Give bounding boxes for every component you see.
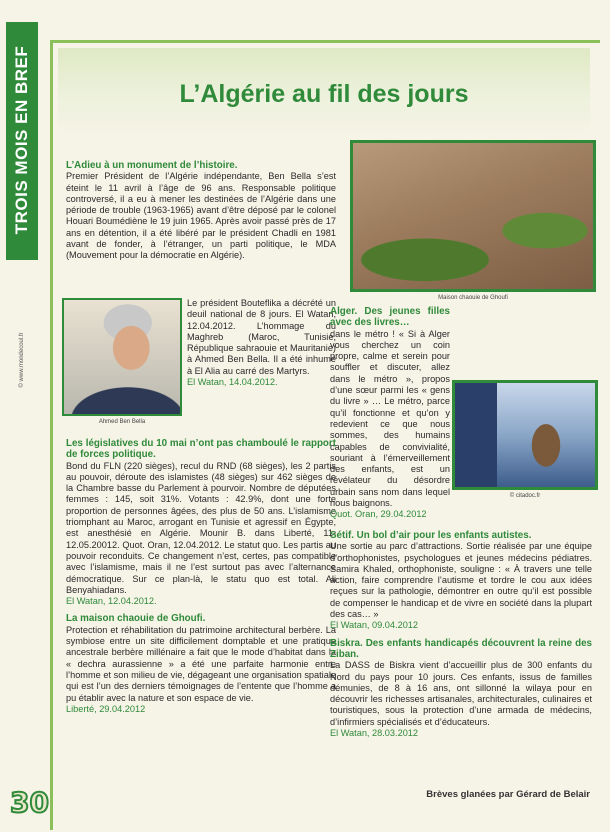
sidebar-title: TROIS MOIS EN BREF [12,45,31,235]
article-adieu-body2: Le président Bouteflika a décrété un deuil national de 8 jours. El Watan, 12.04.2012. L’hommage du Maghreb (Maroc, Tunisie, République sahraouie et Mauritanie) à Ahmed Ben Bella. Il a été inhumé à El Alia au carré des Martyrs. [187,298,336,376]
article-adieu-cont [187,298,336,388]
page-number: 30 [10,786,49,819]
article-biskra-head: Biskra. Des enfants handicapés découvrent la reine des Ziban. [330,637,592,660]
article-adieu-head: L’Adieu à un monument de l’histoire. [66,160,238,171]
ghoufi-caption: Maison chaouie de Ghoufi [438,295,508,301]
article-legislatives-source: El Watan, 12.04.2012. [66,596,157,607]
page-title: L’Algérie au fil des jours [179,80,469,108]
article-ghoufi-body: Protection et réhabilitation du patrimoine architectural berbère. La symbiose entre un site difficilement domptable et une pratique ancestrale berbère millénaire a fait que le mode d’habitat dans la « dechra aurassienne » a été une parfaite harmonie entre l’homme et son milieu de vie, dégageant une organisation spatiale qui est l’un des derniers témoignages de l’entente que l’homme a pu établir avec la nature et son espace de vie. [66,624,336,703]
article-alger-body: dans le métro ! « Si à Alger vous cherchez un coin propre, calme et serein pour souffler et discuter, allez dans le métro », propos d’une sœur parmi les « gens du livre » … Le métro, parce qu’il fonctionne et qu’on y redevient ce que nous sommes, des humains capables de convivialité, souriant à l’émerveillement des enfants, est un révélateur du désordre urbain sans nom dans lequel nous baignons. [330,328,450,509]
credit-line: Brèves glanées par Gérard de Belair [426,789,590,800]
article-biskra-body: La DASS de Biskra vient d’accueillir plus de 300 enfants du Nord du pays pour 10 jours. Ces enfants, issus de familles démunies, de 8 à 16 ans, ont sillonné la wilaya pour en découvrir les richesses artisanales, architecturales, culinaires et touristiques, sous la protection d’une armada de médecins, d’infirmiers spécialisés et d’éducateurs. [330,660,592,727]
ghoufi-village-photo [350,140,596,292]
article-adieu-body: Premier Président de l’Algérie indépendante, Ben Bella s’est éteint le 11 avril à l’âge de 96 ans. Responsable politique controversé, il a eu à mener les destinées de l’Algérie dans une période de trouble (1963-1965) avant d’être déposé par le colonel Houari Boumédiène le 19 juin 1965. Après avoir passé près de 17 ans en détention, il a été libéré par le président Chadli en 1981 avant de fonder, à l’étranger, un parti politique, le MDA (Mouvement pour la démocratie en Algérie). [66,171,336,261]
portrait-caption: Ahmed Ben Bella [98,419,146,425]
metro-reader-photo [452,380,598,490]
article-setif [330,530,592,739]
article-adieu [66,160,336,268]
article-biskra-source: El Watan, 28.03.2012 [330,728,419,739]
metro-caption: © citadoc.fr [509,493,541,499]
article-legislatives-body: Bond du FLN (220 sièges), recul du RND (68 sièges), les 2 partis au pouvoir, déroute des islamistes (48 sièges) sur 462 sièges de la Chambre basse du Parlement à pourvoir. Nombre de députées femmes : 145, soit 31%. Votants : 42.9%, dont une forte proportion de personnes âgées, des plus de 50 ans. L’islamisme triomphant au Maroc, arrogant en Tunisie et agressif en Égypte, est anesthésié en Algérie. Mounir B. dans Liberté, 11-12.05.20012. Quot. Oran, 12.04.2012. Le statut quo. Les partis au pouvoir reconduits. Ce changement n’est, certes, pas compatible avec l’islamisme, mais il ne l’est surtout pas avec l’alternance démocratique. Sur ce plan-là, le statu quo est total. Ali Benyahiadans. [66,460,336,595]
article-setif-head: Sétif. Un bol d’air pour les enfants autistes. [330,530,532,541]
article-alger-source: Quot. Oran, 29.04.2012 [330,509,427,520]
article-legislatives-head: Les législatives du 10 mai n’ont pas chamboulé le rapport de forces politique. [66,438,336,461]
article-setif-source: El Watan, 09.04.2012 [330,620,419,631]
article-ghoufi-source: Liberté, 29.04.2012 [66,703,146,714]
article-adieu-source: El Watan, 14.04.2012. [187,377,278,388]
article-alger [330,306,450,521]
sidebar-url: © www.mondecoul.fr [19,332,25,388]
portrait-ben-bella-photo [62,298,182,416]
article-alger-head: Alger. Des jeunes filles avec des livres… [330,306,450,329]
sidebar [0,0,49,832]
article-setif-body: Une sortie au parc d’attractions. Sortie réalisée par une équipe d’orthophonistes, psychologues et jeunes médecins pédiatres. Samira Khaled, orthophoniste, souligne : « À travers une telle action, faire comprendre l’autisme et tordre le cou aux idées reçues sur la pathologie, démontrer en outre qu’il est possible de compenser le handicap et de vivre en société dans la plupart des cas… » [330,541,592,620]
article-ghoufi-head: La maison chaouie de Ghoufi. [66,613,206,625]
article-legislatives [66,438,336,715]
